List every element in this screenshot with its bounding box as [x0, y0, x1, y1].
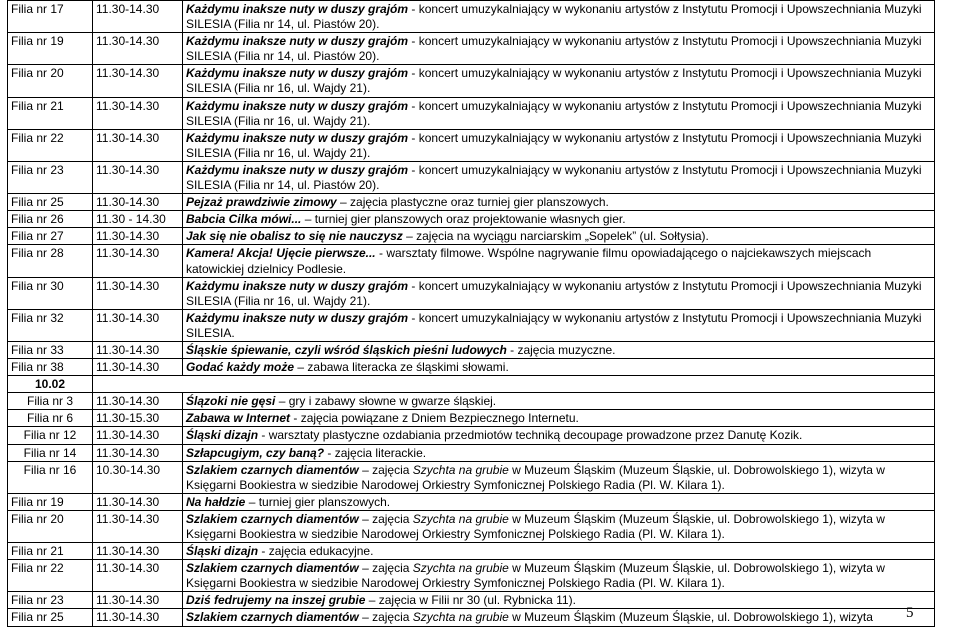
table-row [8, 1, 935, 33]
event-title: Śląski dizajn [186, 544, 259, 559]
branch-cell: Filia nr 22 [8, 560, 93, 592]
table-row [8, 194, 935, 211]
event-text: Szychta na grubie [412, 561, 509, 576]
branch-cell: Filia nr 25 [8, 194, 93, 211]
table-row [8, 510, 935, 542]
event-text: - koncert umuzykalniający w wykonaniu artystów z Instytutu Promocji i Upowszechniania Muzyki SILESIA (Filia nr 14, ul. Piastów 20). [186, 34, 922, 64]
event-description [183, 161, 935, 193]
table-row [8, 245, 935, 277]
branch-cell: Filia nr 20 [8, 510, 93, 542]
time-cell: 10.30-14.30 [93, 461, 183, 493]
table-row [8, 493, 935, 510]
branch-cell: Filia nr 23 [8, 161, 93, 193]
table-row [8, 65, 935, 97]
event-description [183, 228, 935, 245]
event-text: - koncert umuzykalniający w wykonaniu artystów z Instytutu Promocji i Upowszechniania Muzyki SILESIA (Filia nr 16, ul. Wajdy 21). [186, 130, 922, 160]
event-description [183, 1, 935, 33]
table-row [8, 161, 935, 193]
event-text: – zajęcia na wyciągu narciarskim „Sopelek” (ul. Sołtysia). [402, 229, 709, 244]
time-cell: 11.30 - 14.30 [93, 211, 183, 228]
event-description [183, 427, 935, 444]
time-cell: 11.30-14.30 [93, 493, 183, 510]
event-title: Każdymu inaksze nuty w duszy grajóm [186, 2, 409, 16]
event-title: Szlakiem czarnych diamentów [186, 462, 359, 477]
event-title: Śląskie śpiewanie, czyli wśród śląskich pieśni ludowych [186, 342, 507, 357]
date-heading: 10.02 [8, 376, 93, 393]
event-title: Szlakiem czarnych diamentów [186, 610, 359, 625]
time-cell: 11.30-14.30 [93, 194, 183, 211]
event-description [183, 592, 935, 609]
event-description [183, 493, 935, 510]
event-text: – turniej gier planszowych oraz projektowanie własnych gier. [301, 212, 626, 227]
event-text: – zajęcia [358, 511, 413, 526]
event-title: Każdymu inaksze nuty w duszy grajóm [186, 162, 409, 177]
table-row [8, 461, 935, 493]
event-title: Każdymu inaksze nuty w duszy grajóm [186, 34, 409, 49]
event-text: – zajęcia plastyczne oraz turniej gier planszowych. [336, 195, 609, 210]
event-description [183, 510, 935, 542]
table-row [8, 341, 935, 358]
date-row [8, 376, 935, 393]
table-row [8, 560, 935, 592]
branch-cell: Filia nr 22 [8, 129, 93, 161]
table-row [8, 277, 935, 309]
event-title: Śląski dizajn [186, 428, 259, 443]
event-description [183, 560, 935, 592]
time-cell: 11.30-14.30 [93, 427, 183, 444]
branch-cell: Filia nr 21 [8, 543, 93, 560]
event-title: Ślązoki nie gęsi [186, 394, 276, 409]
time-cell: 11.30-14.30 [93, 228, 183, 245]
event-text: – zajęcia [358, 610, 413, 625]
event-text: – zajęcia w Filii nr 30 (ul. Rybnicka 11). [365, 593, 576, 608]
branch-cell: Filia nr 32 [8, 309, 93, 341]
time-cell: 11.30-14.30 [93, 1, 183, 33]
event-title: Szlakiem czarnych diamentów [186, 561, 359, 576]
time-cell: 11.30-14.30 [93, 309, 183, 341]
event-text: - koncert umuzykalniający w wykonaniu artystów z Instytutu Promocji i Upowszechniania Muzyki SILESIA (Filia nr 16, ul. Wajdy 21). [186, 66, 922, 96]
event-text: - zajęcia powiązane z Dniem Bezpiecznego Internetu. [290, 411, 579, 426]
event-title: Każdymu inaksze nuty w duszy grajóm [186, 310, 409, 325]
event-text: - koncert umuzykalniający w wykonaniu artystów z Instytutu Promocji i Upowszechniania Muzyki SILESIA (Filia nr 16, ul. Wajdy 21). [186, 98, 922, 128]
event-description [183, 97, 935, 129]
branch-cell: Filia nr 38 [8, 359, 93, 376]
event-description [183, 461, 935, 493]
event-description [183, 359, 935, 376]
branch-cell: Filia nr 19 [8, 33, 93, 65]
event-description [183, 129, 935, 161]
branch-cell: Filia nr 14 [8, 444, 93, 461]
table-row [8, 444, 935, 461]
table-row [8, 228, 935, 245]
branch-cell: Filia nr 28 [8, 245, 93, 277]
time-cell: 11.30-14.30 [93, 359, 183, 376]
event-text: – gry i zabawy słowne w gwarze śląskiej. [275, 394, 497, 409]
event-title: Pejzaż prawdziwie zimowy [186, 195, 337, 210]
event-description [183, 543, 935, 560]
event-text: - warsztaty plastyczne ozdabiania przedmiotów techniką decoupage prowadzone przez Danutę Kozik. [258, 428, 803, 443]
branch-cell: Filia nr 16 [8, 461, 93, 493]
time-cell: 11.30-14.30 [93, 444, 183, 461]
time-cell: 11.30-15.30 [93, 410, 183, 427]
time-cell: 11.30-14.30 [93, 510, 183, 542]
event-text: w Muzeum Śląskim (Muzeum Śląskie, ul. Dobrowolskiego 1), wizyta w Księgarni Bookiestra w siedzibie Narodowej Orkiestry Symfonicznej Polskiego Radia (Pl. W. Kilara 1). [186, 462, 885, 492]
time-cell: 11.30-14.30 [93, 97, 183, 129]
schedule-body [8, 1, 935, 627]
event-title: Kamera! Akcja! Ujęcie pierwsze... [186, 246, 376, 261]
event-text: - zajęcia muzyczne. [506, 342, 616, 357]
time-cell: 11.30-14.30 [93, 543, 183, 560]
event-title: Babcia Cilka mówi... [186, 212, 302, 227]
event-description [183, 33, 935, 65]
time-cell: 11.30-14.30 [93, 341, 183, 358]
time-cell: 11.30-14.30 [93, 65, 183, 97]
branch-cell: Filia nr 3 [8, 393, 93, 410]
branch-cell: Filia nr 26 [8, 211, 93, 228]
event-text: w Muzeum Śląskim (Muzeum Śląskie, ul. Dobrowolskiego 1), wizyta w Księgarni Bookiestra w siedzibie Narodowej Orkiestry Symfonicznej Polskiego Radia (Pl. W. Kilara 1). [186, 511, 885, 541]
time-cell: 11.30-14.30 [93, 129, 183, 161]
event-text: - koncert umuzykalniający w wykonaniu artystów z Instytutu Promocji i Upowszechniania Muzyki SILESIA. [186, 310, 922, 340]
branch-cell: Filia nr 19 [8, 493, 93, 510]
branch-cell: Filia nr 30 [8, 277, 93, 309]
event-title: Każdymu inaksze nuty w duszy grajóm [186, 66, 409, 81]
time-cell: 11.30-14.30 [93, 33, 183, 65]
table-row [8, 33, 935, 65]
branch-cell: Filia nr 20 [8, 65, 93, 97]
branch-cell: Filia nr 17 [8, 1, 93, 33]
table-row [8, 393, 935, 410]
time-cell: 11.30-14.30 [93, 592, 183, 609]
event-description [183, 65, 935, 97]
event-description [183, 393, 935, 410]
time-cell: 11.30-14.30 [93, 393, 183, 410]
branch-cell: Filia nr 23 [8, 592, 93, 609]
event-title: Każdymu inaksze nuty w duszy grajóm [186, 98, 409, 113]
event-text: w Muzeum Śląskim (Muzeum Śląskie, ul. Dobrowolskiego 1), wizyta [508, 610, 873, 625]
table-row [8, 543, 935, 560]
event-text: - koncert umuzykalniający w wykonaniu artystów z Instytutu Promocji i Upowszechniania Muzyki SILESIA (Filia nr 16, ul. Wajdy 21). [186, 278, 922, 308]
event-text: w Muzeum Śląskim (Muzeum Śląskie, ul. Dobrowolskiego 1), wizyta w Księgarni Bookiestra w siedzibie Narodowej Orkiestry Symfonicznej Polskiego Radia (Pl. W. Kilara 1). [186, 561, 885, 591]
table-row [8, 97, 935, 129]
event-text: Szychta na grubie [412, 511, 509, 526]
table-row [8, 129, 935, 161]
branch-cell: Filia nr 27 [8, 228, 93, 245]
branch-cell: Filia nr 33 [8, 341, 93, 358]
event-title: Szłapcugiym, czy baną? [186, 445, 325, 460]
event-title: Zabawa w Internet [186, 411, 291, 426]
branch-cell: Filia nr 25 [8, 609, 93, 626]
event-description [183, 341, 935, 358]
table-row [8, 427, 935, 444]
event-description [183, 609, 935, 626]
event-description [183, 444, 935, 461]
event-description [183, 245, 935, 277]
event-title: Każdymu inaksze nuty w duszy grajóm [186, 130, 409, 145]
date-row-spacer [93, 376, 935, 393]
table-row [8, 309, 935, 341]
table-row [8, 592, 935, 609]
event-title: Dziś fedrujemy na inszej grubie [186, 593, 366, 608]
event-text: Szychta na grubie [412, 462, 509, 477]
event-text: - zajęcia edukacyjne. [258, 544, 374, 559]
branch-cell: Filia nr 12 [8, 427, 93, 444]
time-cell: 11.30-14.30 [93, 245, 183, 277]
schedule-table [7, 0, 935, 627]
event-description [183, 309, 935, 341]
event-text: – zajęcia [358, 462, 413, 477]
event-description [183, 410, 935, 427]
event-text: - koncert umuzykalniający w wykonaniu artystów z Instytutu Promocji i Upowszechniania Muzyki SILESIA (Filia nr 14, ul. Piastów 20). [186, 162, 922, 193]
event-text: Szychta na grubie [412, 610, 509, 625]
table-row [8, 609, 935, 626]
event-text: - warsztaty filmowe. Wspólne nagrywanie filmu opowiadającego o najciekawszych miejscach katowickiej dzielnicy Podlesie. [186, 246, 872, 276]
table-row [8, 211, 935, 228]
event-description [183, 194, 935, 211]
event-description [183, 277, 935, 309]
table-row [8, 359, 935, 376]
event-title: Godać każdy może [186, 360, 295, 375]
event-description [183, 211, 935, 228]
table-row [8, 410, 935, 427]
time-cell: 11.30-14.30 [93, 161, 183, 193]
time-cell: 11.30-14.30 [93, 277, 183, 309]
event-title: Na hałdzie [186, 494, 246, 509]
event-text: – zabawa literacka ze śląskimi słowami. [294, 360, 509, 375]
time-cell: 11.30-14.30 [93, 560, 183, 592]
event-title: Jak się nie obalisz to się nie nauczysz [186, 229, 403, 244]
page-number: 5 [906, 605, 914, 621]
time-cell: 11.30-14.30 [93, 609, 183, 626]
branch-cell: Filia nr 21 [8, 97, 93, 129]
event-text: - koncert umuzykalniający w wykonaniu artystów z Instytutu Promocji i Upowszechniania Muzyki SILESIA (Filia nr 14, ul. Piastów 20). [186, 2, 922, 32]
event-text: – zajęcia [358, 561, 413, 576]
event-text: - zajęcia literackie. [324, 445, 427, 460]
event-text: – turniej gier planszowych. [245, 494, 391, 509]
event-title: Każdymu inaksze nuty w duszy grajóm [186, 278, 409, 293]
branch-cell: Filia nr 6 [8, 410, 93, 427]
event-title: Szlakiem czarnych diamentów [186, 511, 359, 526]
